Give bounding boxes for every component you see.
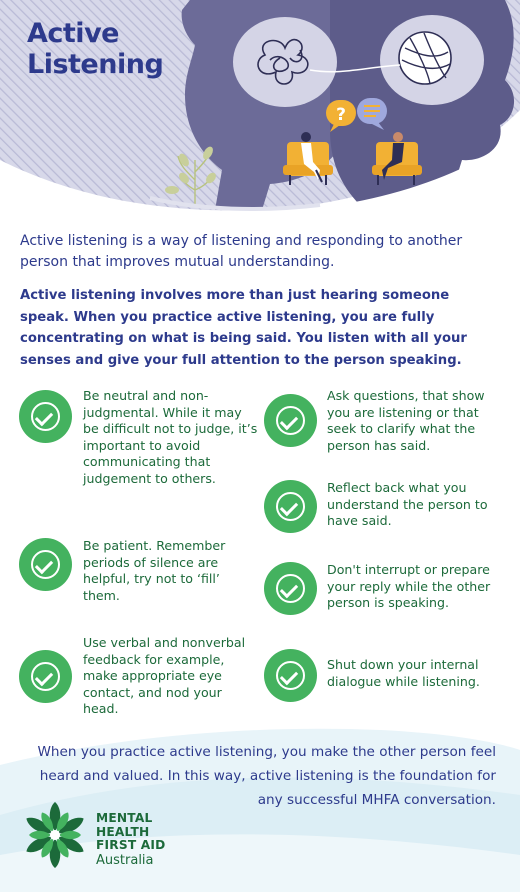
tip-text: Use verbal and nonverbal feedback for example, make appropriate eye contact, and nod your head. [83,635,246,716]
tip-text: Be patient. Remember periods of silence are helpful, try not to ‘fill’ them. [83,538,226,603]
tip-text: Be neutral and non-judgmental. While it may be difficult not to judge, it’s important to avoid communicating that judgement to others. [83,388,258,486]
check-circle-icon [19,538,72,591]
question-mark-glyph: ? [336,105,346,125]
intro-paragraph: Active listening is a way of listening and responding to another person that improves mutual understanding. [20,233,463,270]
mhfa-flower-logo-icon [20,800,90,870]
tip-text: Ask questions, that show you are listening or that seek to clarify what the person has said. [327,388,485,453]
mhfa-wordmark [96,812,165,868]
yarn-ball-icon [399,32,451,84]
logo-line-australia: Australia [96,852,154,868]
intro-bold-paragraph: Active listening involves more than just hearing someone speak. When you practice active listening, you are fully concentrating on what is being said. You listen with all your senses and give your full attention to the person speaking. [20,288,467,368]
title-line-1: Active [27,18,119,49]
page-title [27,18,163,80]
hero-illustration [0,0,520,215]
check-circle-icon [19,390,72,443]
tip-text: Don't interrupt or prepare your reply while the other person is speaking. [327,562,491,610]
tip-text: Shut down your internal dialogue while listening. [327,657,480,689]
check-circle-icon [264,649,317,702]
title-line-2: Listening [27,49,164,80]
check-circle-icon [264,394,317,447]
tip-text: Reflect back what you understand the person to have said. [327,480,488,528]
check-circle-icon [264,562,317,615]
check-circle-icon [264,480,317,533]
closing-statement: When you practice active listening, you make the other person feel heard and valued. In this way, active listening is the foundation for any successful MHFA conversation. [37,744,496,808]
logo-line-mental: MENTAL [96,811,153,825]
check-circle-icon [19,650,72,703]
logo-line-health: HEALTH [96,824,150,839]
logo-line-first-aid: FIRST AID [96,838,166,852]
